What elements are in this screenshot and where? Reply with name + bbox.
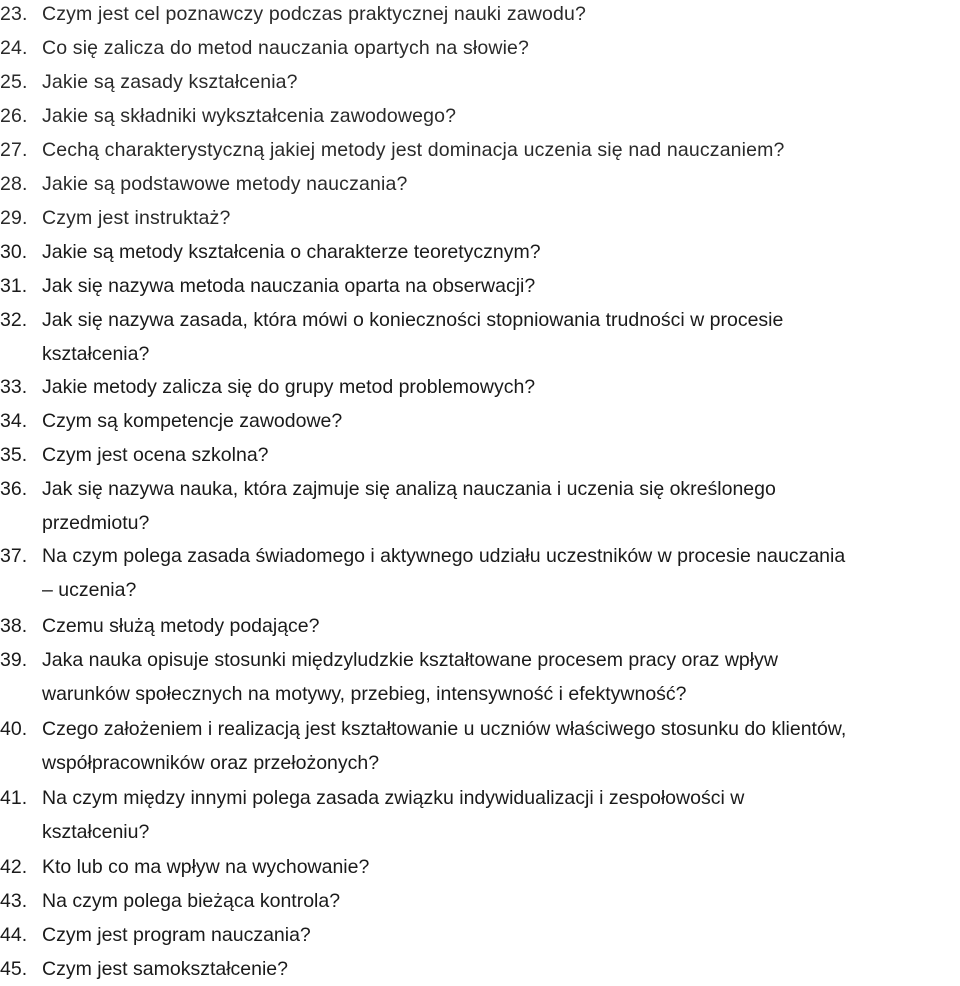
question-text-continuation: kształceniu? [42, 821, 150, 843]
question-text: Czym jest samokształcenie? [42, 958, 288, 980]
question-text: Cechą charakterystyczną jakiej metody jest dominacja uczenia się nad nauczaniem? [42, 139, 785, 161]
question-number: 33. [0, 376, 28, 398]
question-text: Jakie są zasady kształcenia? [42, 71, 298, 93]
question-text: Jak się nazywa zasada, która mówi o konieczności stopniowania trudności w procesie [42, 309, 784, 331]
question-number: 38. [0, 615, 28, 637]
question-number: 37. [0, 545, 28, 567]
question-text: Jakie metody zalicza się do grupy metod problemowych? [42, 376, 536, 398]
question-number: 34. [0, 410, 28, 432]
question-text-continuation: warunków społecznych na motywy, przebieg, intensywność i efektywność? [42, 683, 687, 705]
question-text: Jak się nazywa metoda nauczania oparta na obserwacji? [42, 275, 536, 297]
question-text: Jakie są składniki wykształcenia zawodowego? [42, 105, 457, 127]
question-text: Jakie są podstawowe metody nauczania? [42, 173, 408, 195]
question-text-continuation: przedmiotu? [42, 512, 150, 534]
question-number: 25. [0, 71, 28, 93]
question-text: Czym jest program nauczania? [42, 924, 311, 946]
question-number: 27. [0, 139, 28, 161]
question-number: 23. [0, 3, 28, 25]
question-number: 35. [0, 444, 28, 466]
question-number: 42. [0, 856, 28, 878]
question-number: 45. [0, 958, 28, 980]
question-number: 32. [0, 309, 28, 331]
question-number: 28. [0, 173, 28, 195]
question-text: Czym są kompetencje zawodowe? [42, 410, 343, 432]
question-text: Jakie są metody kształcenia o charakterze teoretycznym? [42, 241, 541, 263]
question-text: Czym jest cel poznawczy podczas praktycznej nauki zawodu? [42, 3, 586, 25]
question-text: Jaka nauka opisuje stosunki międzyludzkie kształtowane procesem pracy oraz wpływ [42, 649, 778, 671]
question-number: 29. [0, 207, 28, 229]
question-text: Czym jest ocena szkolna? [42, 444, 269, 466]
question-number: 40. [0, 718, 28, 740]
question-number: 39. [0, 649, 28, 671]
question-number: 44. [0, 924, 28, 946]
question-text-continuation: kształcenia? [42, 343, 150, 365]
question-text: Na czym polega zasada świadomego i aktywnego udziału uczestników w procesie nauczania [42, 545, 846, 567]
question-number: 41. [0, 787, 28, 809]
question-text: Czemu służą metody podające? [42, 615, 320, 637]
question-text: Na czym między innymi polega zasada związku indywidualizacji i zespołowości w [42, 787, 745, 809]
question-text-continuation: współpracowników oraz przełożonych? [42, 752, 380, 774]
question-text: Na czym polega bieżąca kontrola? [42, 890, 341, 912]
question-number: 24. [0, 37, 28, 59]
question-number: 31. [0, 275, 28, 297]
question-text: Czego założeniem i realizacją jest kształtowanie u uczniów właściwego stosunku do klientów, [42, 718, 847, 740]
question-text: Co się zalicza do metod nauczania opartych na słowie? [42, 37, 530, 59]
question-number: 36. [0, 478, 28, 500]
question-text-continuation: – uczenia? [42, 579, 137, 601]
question-text: Czym jest instruktaż? [42, 207, 231, 229]
question-number: 26. [0, 105, 28, 127]
question-text: Kto lub co ma wpływ na wychowanie? [42, 856, 370, 878]
question-text: Jak się nazywa nauka, która zajmuje się analizą nauczania i uczenia się określonego [42, 478, 776, 500]
question-number: 30. [0, 241, 28, 263]
question-number: 43. [0, 890, 28, 912]
